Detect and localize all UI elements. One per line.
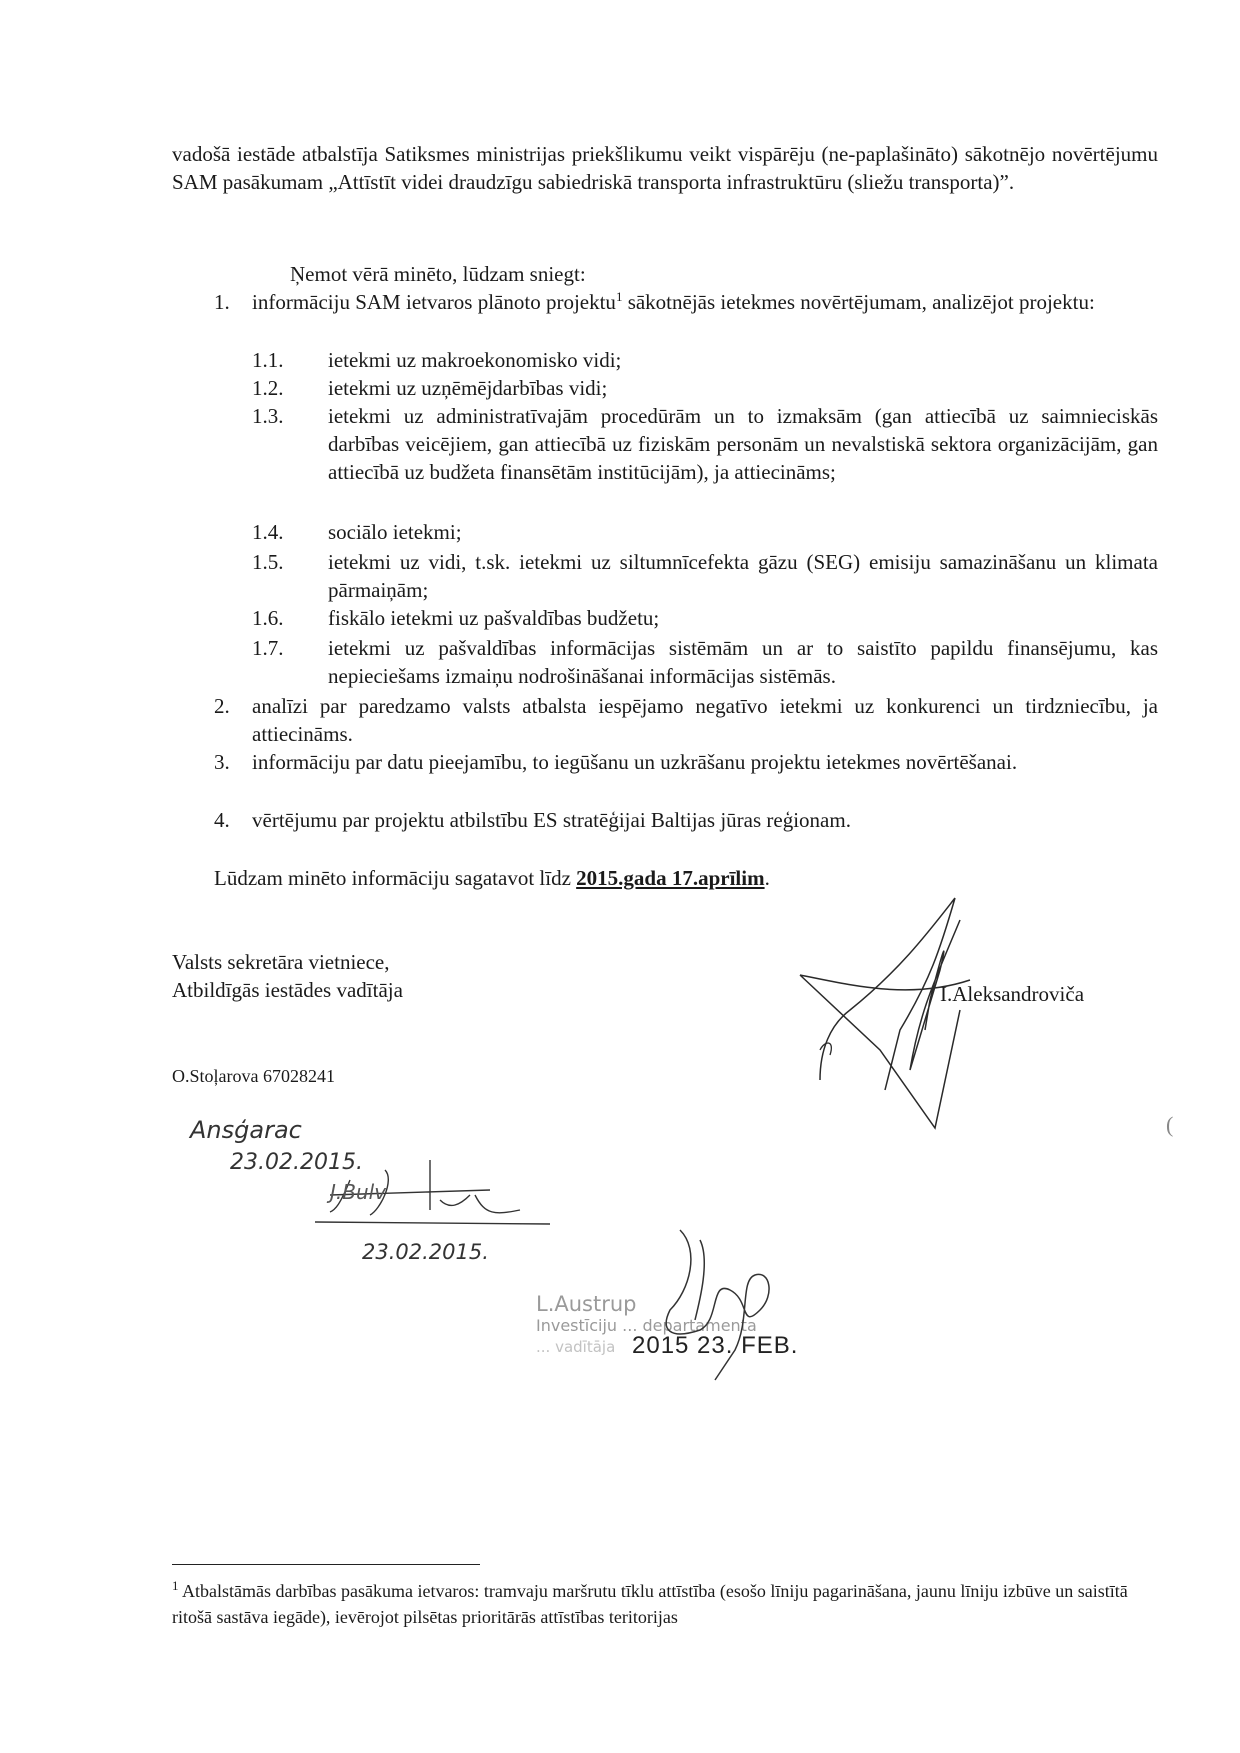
subitem-number: 1.6. [252,606,284,630]
margin-mark: ( [1166,1112,1174,1137]
deadline-paragraph: Lūdzam minēto informāciju sagatavot līdz 2015.gada 17.aprīlim. [214,866,770,890]
subitem-text: ietekmi uz makroekonomisko vidi; [328,348,622,372]
handwritten-date: 23.02.2015. [230,1150,363,1175]
subitem-number: 1.3. [252,404,284,428]
subitem-number: 1.1. [252,348,284,372]
signature-drawing [790,890,1020,1140]
stamp-role: ... vadītāja [536,1338,616,1356]
footnote-rule [172,1564,480,1565]
subitem-text: ietekmi uz administratīvajām procedūrām un to izmaksām (gan attiecībā uz saimnieciskās darbības veicējiem, gan attiecībā uz fiziskām personām un nevalstiskā sektora organizācijām, gan attiecībā uz budžeta finansētām institūcijām), ja attiecināms; [328,404,1158,484]
item-3-text: informāciju par datu pieejamību, to iegūšanu un uzkrāšanu projektu ietekmes novērtēšanai. [252,750,1018,774]
stamp-department: Investīciju ... departamenta [536,1316,757,1335]
stamp-signature-drawing [640,1220,790,1390]
subitem-text: ietekmi uz pašvaldības informācijas sistēmām un ar to saistīto papildu finansējumu, kas nepieciešams izmaiņu nodrošināšanai informācijas sistēmās. [328,636,1158,688]
footnote-mark: 1 [172,1578,179,1593]
handwritten-date-2: 23.02.2015. [362,1240,489,1264]
footnote [172,1578,1158,1630]
item-1-number: 1. [214,290,230,314]
deadline-date: 2015.gada 17.aprīlim [576,866,765,890]
item-1-text: informāciju SAM ietvaros plānoto projektu$^1$ sākotnējās ietekmes novērtējumam, analizējot projektu: [252,289,1095,314]
item-2-text: analīzi par paredzamo valsts atbalsta iespējamo negatīvo ietekmi uz konkurenci un tirdzniecību, ja attiecināms. [252,694,1158,746]
signer-title-line2: Atbildīgās iestādes vadītāja [172,978,403,1002]
subitem-number: 1.2. [252,376,284,400]
stamp-name: L.Austrup [536,1292,637,1316]
signer-name: I.Aleksandroviča [940,982,1085,1006]
subitem-number: 1.7. [252,636,284,660]
subitem-text: fiskālo ietekmi uz pašvaldības budžetu; [328,606,660,630]
item-4-number: 4. [214,808,230,832]
request-intro: Ņemot vērā minēto, lūdzam sniegt: [290,262,586,286]
signer-title-line1: Valsts sekretāra vietniece, [172,950,390,974]
stamp-date: 2015 23. FEB. [632,1332,799,1359]
item-4-text: vērtējumu par projektu atbilstību ES stratēģijai Baltijas jūras reģionam. [252,808,851,832]
contact-line: O.Stoļarova 67028241 [172,1066,335,1086]
footnote-text: Atbalstāmās darbības pasākuma ietvaros: tramvaju maršrutu tīklu attīstība (esošo līniju pagarināšana, jaunu līniju izbūve un saistītā ritošā sastāva iegāde), ievērojot pilsētas prioritārās attīstības teritorijas [172,1581,1128,1627]
intro-paragraph: vadošā iestāde atbalstīja Satiksmes ministrijas priekšlikumu veikt vispārēju (ne-paplašināto) sākotnējo novērtējumu SAM pasākumam „Attīstīt videi draudzīgu sabiedriskā transporta infrastruktūru (sliežu transporta)”. [172,142,1158,194]
handwritten-note: Ansģarac [190,1116,302,1144]
handwritten-initials: J.Bulv [330,1180,387,1204]
subitem-number: 1.5. [252,550,284,574]
subitem-text: sociālo ietekmi; [328,520,462,544]
subitem-number: 1.4. [252,520,284,544]
subitem-text: ietekmi uz uzņēmējdarbības vidi; [328,376,608,400]
subitem-text: ietekmi uz vidi, t.sk. ietekmi uz siltumnīcefekta gāzu (SEG) emisiju samazināšanu un klimata pārmaiņām; [328,550,1158,602]
item-3-number: 3. [214,750,230,774]
item-2-number: 2. [214,694,230,718]
